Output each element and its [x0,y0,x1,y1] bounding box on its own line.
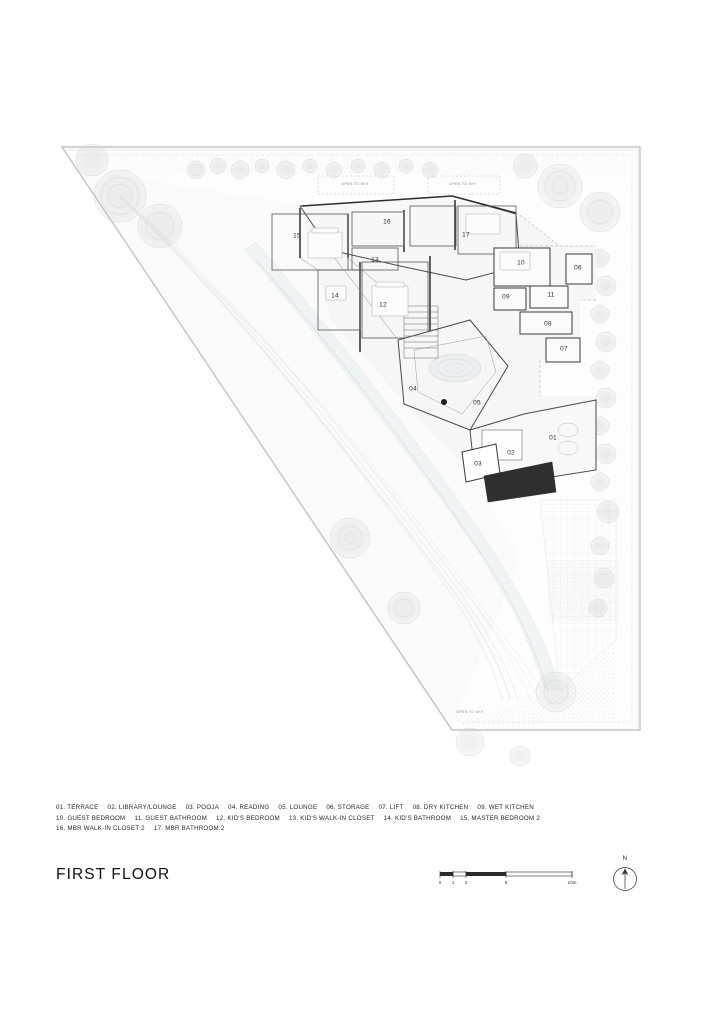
room-label-03: 03 [474,460,482,468]
page-title: FIRST FLOOR [56,866,171,883]
room-label-16: 16 [383,218,391,226]
legend-line-1 [56,803,656,814]
legend-item-04: 04. READING [228,804,270,811]
north-arrow-icon [608,864,642,898]
legend-item-01: 01. TERRACE [56,804,99,811]
north-arrow [608,856,642,896]
room-label-14: 14 [331,292,339,300]
room-label-01: 01 [549,434,557,442]
legend-item-11: 11. GUEST BATHROOM [134,814,208,822]
room-label-06: 06 [574,264,582,272]
legend-item-09: 09. WET KITCHEN [477,804,534,811]
plan-note-open-to-sky-1: OPEN TO SKY [341,182,369,186]
legend-item-08: 08. DRY KITCHEN [412,804,469,811]
legend-item-15: 15. MASTER BEDROOM 2 [460,814,541,822]
scale-tick-0: 0 [438,880,442,885]
legend-item-13: 13. KID'S WALK-IN CLOSET [288,814,375,822]
room-label-05: 05 [473,399,481,407]
legend-line-3 [56,824,656,835]
legend-item-12: 12. KID'S BEDROOM [216,814,280,822]
legend-item-16: 16. MBR WALK-IN CLOSET 2 [56,825,145,833]
legend-item-10: 10. GUEST BEDROOM [56,814,126,822]
scale-tick-1: 1 [451,880,455,885]
legend-item-05: 05. LOUNGE [278,804,318,811]
room-legend [56,803,656,835]
scale-tick-2: 2 [464,880,468,885]
scale-bar [438,866,588,892]
north-letter: N [622,856,628,862]
room-label-17: 17 [462,231,470,239]
room-label-09: 09 [502,293,510,301]
legend-item-03: 03. POOJA [185,804,220,811]
legend-line-2 [56,814,656,825]
room-label-10: 10 [517,259,525,267]
plan-note-open-to-sky-2: OPEN TO SKY [449,182,477,186]
room-label-12: 12 [379,301,387,309]
legend-item-17: 17. MBR BATHROOM 2 [153,825,225,833]
legend-item-14: 14. KID'S BATHROOM [383,814,452,822]
room-label-04: 04 [409,385,417,393]
legend-item-06: 06. STORAGE [326,804,370,811]
room-label-07: 07 [560,345,568,353]
room-label-15: 15 [293,232,301,240]
scale-tick-10m: 10m [567,880,577,885]
plan-note-open-to-sky-3: OPEN TO SKY [456,710,484,714]
legend-item-07: 07. LIFT [378,804,404,811]
scale-tick-5: 5 [504,880,508,885]
scale-bar-graphic [438,870,588,882]
room-label-08: 08 [544,320,552,328]
room-label-11: 11 [547,291,555,299]
room-label-13: 13 [371,256,379,264]
legend-item-02: 02. LIBRARY/LOUNGE [107,804,177,811]
room-label-02: 02 [507,449,515,457]
